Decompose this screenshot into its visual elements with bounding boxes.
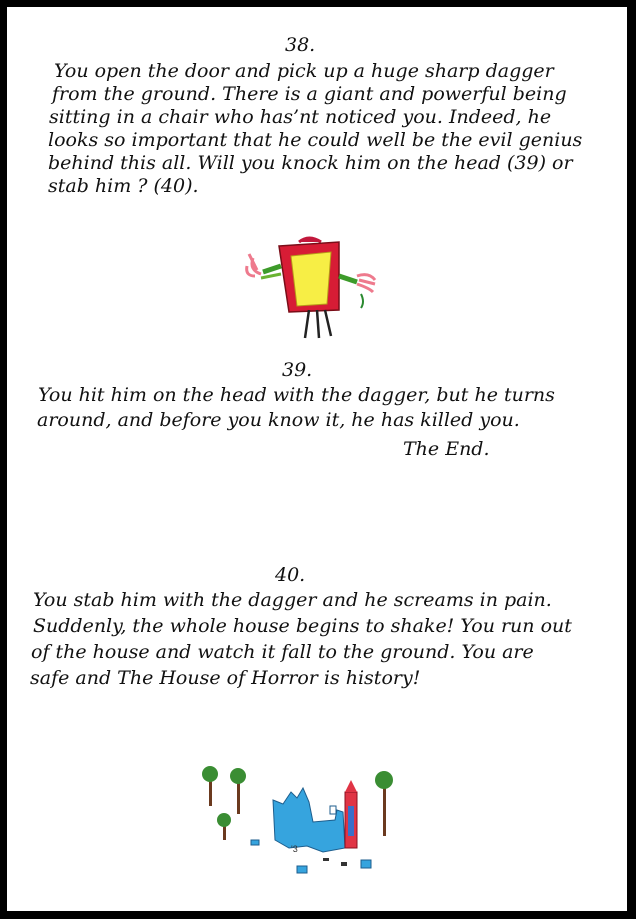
section-38-line: stab him ? (40). xyxy=(48,175,199,197)
collapsing-house-drawing xyxy=(197,762,407,887)
section-38-line: sitting in a chair who has’nt noticed you. Indeed, he xyxy=(49,106,552,128)
section-38-line: from the ground. There is a giant and powerful being xyxy=(52,83,567,105)
section-39-ending: The End. xyxy=(403,438,490,460)
section-40-line: of the house and watch it fall to the ground. You are xyxy=(31,641,534,663)
svg-text:'3: '3 xyxy=(291,844,298,854)
section-39-line: You hit him on the head with the dagger, but he turns xyxy=(38,384,555,406)
section-40-line: Suddenly, the whole house begins to shake! You run out xyxy=(33,615,572,637)
section-38-line: looks so important that he could well be the evil genius xyxy=(48,129,583,151)
section-38-number: 38. xyxy=(285,34,316,56)
section-40-line: safe and The House of Horror is history! xyxy=(30,667,421,689)
section-38-line: behind this all. Will you knock him on the head (39) or xyxy=(48,152,573,174)
monster-drawing xyxy=(239,232,379,347)
section-40-line: You stab him with the dagger and he screams in pain. xyxy=(33,589,552,611)
section-40-number: 40. xyxy=(275,564,306,586)
section-39-line: around, and before you know it, he has killed you. xyxy=(37,409,520,431)
storybook-page xyxy=(7,7,627,911)
section-39-number: 39. xyxy=(282,359,313,381)
section-38-line: You open the door and pick up a huge sharp dagger xyxy=(54,60,554,82)
